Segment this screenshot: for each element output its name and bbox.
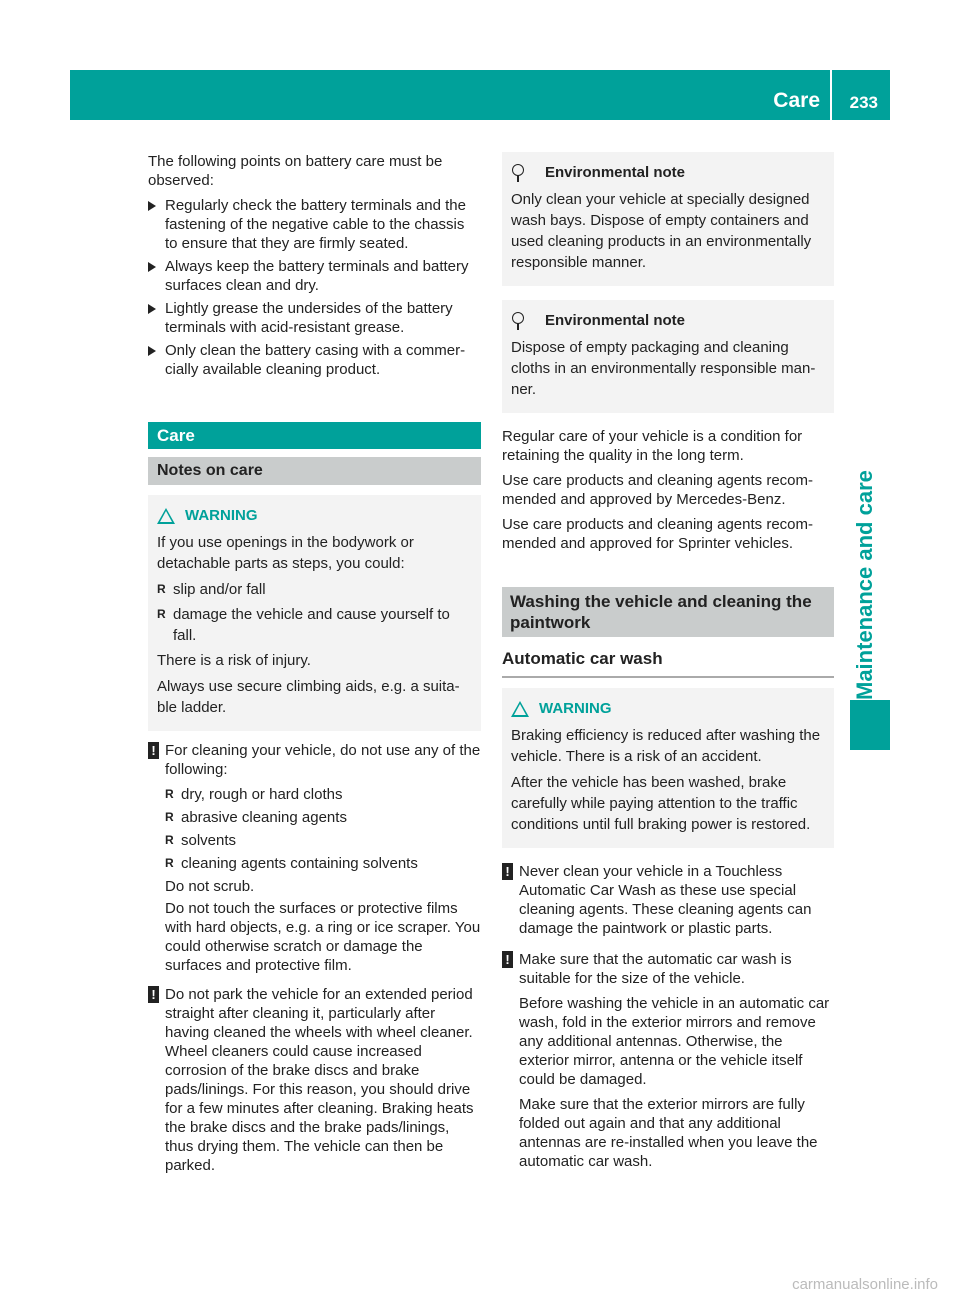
environmental-note-box: Environmental note Dispose of empty packaging and cleaning cloths in an environmentally responsible man-ner. [502,300,834,413]
chapter-marker [850,700,890,750]
arrow-icon [148,304,156,314]
warning-box: WARNING Braking efficiency is reduced after washing the vehicle. There is a risk of an accident. After the vehicle has been washed, brake carefully while paying attention to the traffic conditions until full braking power is restored. [502,688,834,848]
exclamation-icon: ! [148,742,159,759]
subsection-heading-automatic-car-wash: Automatic car wash [502,637,834,678]
care-paragraph: Use care products and cleaning agents recom-mended and approved by Mercedes-Benz. [502,472,814,508]
left-column [148,152,481,1181]
step-item: Regularly check the battery terminals and the fastening of the negative cable to the chassis to ensure that they are firmly seated. [148,196,481,253]
list-item: R cleaning agents containing solvents [165,854,481,873]
chapter-tab [840,420,890,700]
warning-triangle-icon [511,701,529,717]
caution-note: ! Make sure that the automatic car wash is suitable for the size of the vehicle. Before washing the vehicle in an automatic car wash, fold in the exterior mirrors and remove any additional antennas. Otherwise, the exterior mirror, antenna or the vehicle itself could be damaged. Make sure that the exterior mirrors are fully folded out again and that any additional antennas are re-installed when you leave the automatic car wash. [502,950,834,1171]
warning-box [148,495,481,731]
list-item: R slip and/or fall [157,579,472,600]
environmental-note-header: Environmental note [511,310,825,331]
header-section-title: Care [773,89,820,112]
arrow-icon [148,262,156,272]
environmental-note-header: Environmental note [511,162,825,183]
exclamation-icon: ! [502,863,513,880]
care-paragraph: Regular care of your vehicle is a condition for retaining the quality in the long term. [502,428,803,464]
step-item: Only clean the battery casing with a commer-cially available cleaning product. [148,341,481,379]
environmental-note-box: Environmental note Only clean your vehicle at specially designed wash bays. Dispose of empty containers and used cleaning products in an environmentally responsible manner. [502,152,834,286]
right-column [502,152,834,1177]
watermark: carmanualsonline.info [792,1276,938,1293]
exclamation-icon: ! [148,986,159,1003]
arrow-icon [148,201,156,211]
subsection-heading-notes: Notes on care [148,457,481,485]
section-heading-washing: Washing the vehicle and cleaning the paintwork [502,587,834,637]
warning-header: WARNING [157,505,472,526]
lightbulb-icon [511,164,525,182]
step-item: Lightly grease the undersides of the battery terminals with acid-resistant grease. [148,299,481,337]
list-item: R damage the vehicle and cause yourself to fall. [157,604,472,646]
warning-lead: If you use openings in the bodywork or detachable parts as steps, you could: [157,534,414,572]
lightbulb-icon [511,312,525,330]
warning-advice: Always use secure climbing aids, e.g. a suita-ble ladder. [157,678,460,716]
warning-risk: There is a risk of injury. [157,652,311,669]
page-number: 233 [849,93,878,112]
header-divider [830,70,832,120]
exclamation-icon: ! [502,951,513,968]
step-item: Always keep the battery terminals and battery surfaces clean and dry. [148,257,481,295]
section-heading-care: Care [148,422,481,449]
warning-triangle-icon [157,508,175,524]
page-header [70,70,890,120]
caution-note: ! Never clean your vehicle in a Touchless Automatic Car Wash as these use special cleaning agents. These cleaning agents can damage the paintwork or plastic parts. [502,862,834,938]
list-item: R abrasive cleaning agents [165,808,481,827]
caution-note: ! Do not park the vehicle for an extended period straight after cleaning it, particularly after having cleaned the wheels with wheel cleaner. Wheel cleaners could cause increased corrosion of the brake discs and brake pads/linings. For this reason, you should drive for a few minutes after cleaning. Braking heats the brake discs and the brake pads/linings, thus drying them. The vehicle can then be parked. [148,985,481,1175]
list-item: R solvents [165,831,481,850]
arrow-icon [148,346,156,356]
chapter-tab-label: Maintenance and care [852,470,877,700]
battery-intro: The following points on battery care must be observed: [148,153,443,189]
list-item: R dry, rough or hard cloths [165,785,481,804]
caution-note: ! For cleaning your vehicle, do not use any of the following: R dry, rough or hard cloths R abrasive cleaning agents R solvents R cleaning agents containing solvents Do not scrub. Do not touch the surfaces or protective films with hard objects, e.g. a ring or ice scraper. You could otherwise scratch or damage the surfaces and protective film. [148,741,481,975]
warning-header: WARNING [511,698,825,719]
care-paragraph: Use care products and cleaning agents recom-mended and approved for Sprinter vehicles. [502,516,814,552]
